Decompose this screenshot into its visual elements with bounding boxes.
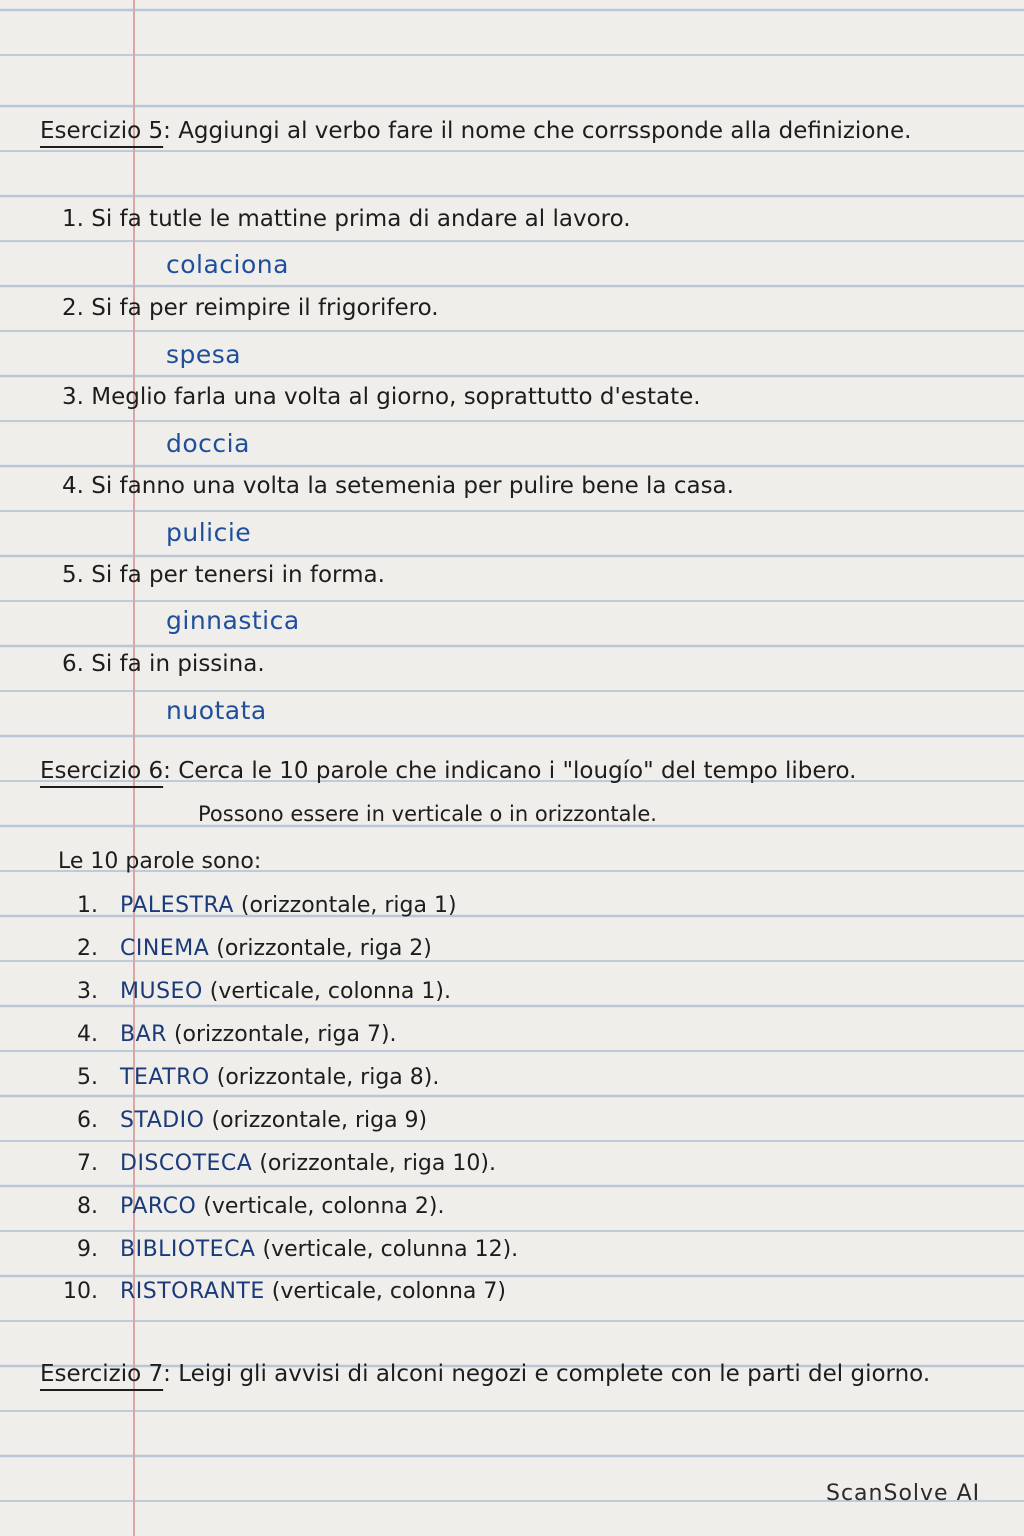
exercise-6-label: Esercizio 6 xyxy=(40,758,164,784)
answer-2: spesa xyxy=(166,340,242,369)
question-2: 2. Si fa per reimpire il frigorifero. xyxy=(62,295,439,321)
exercise-7-instruction: : Leigi gli avvisi di alconi negozi e complete con le parti del giorno. xyxy=(163,1361,931,1387)
exercise-7-label: Esercizio 7 xyxy=(40,1361,164,1387)
answer-4: pulicie xyxy=(166,518,252,547)
list-item: 4. BAR (orizzontale, riga 7). xyxy=(77,1022,397,1047)
list-item: 1. PALESTRA (orizzontale, riga 1) xyxy=(77,893,457,918)
question-6: 6. Si fa in pissina. xyxy=(62,651,265,677)
list-item: 8. PARCO (verticale, colonna 2). xyxy=(77,1194,445,1219)
question-5: 5. Si fa per tenersi in forma. xyxy=(62,562,385,588)
answer-3: doccia xyxy=(166,429,250,458)
answer-1: colaciona xyxy=(166,250,289,279)
list-item: 10. RISTORANTE (verticale, colonna 7) xyxy=(63,1279,506,1304)
list-item: 9. BIBLIOTECA (verticale, colunna 12). xyxy=(77,1237,519,1262)
list-item: 3. MUSEO (verticale, colonna 1). xyxy=(77,979,451,1004)
list-item: 5. TEATRO (orizzontale, riga 8). xyxy=(77,1065,440,1090)
question-3: 3. Meglio farla una volta al giorno, soprattutto d'estate. xyxy=(62,384,701,410)
answer-6: nuotata xyxy=(166,696,267,725)
question-1: 1. Si fa tutle le mattine prima di andare al lavoro. xyxy=(62,206,631,232)
signature: ScanSolve AI xyxy=(826,1481,981,1506)
exercise-5-label: Esercizio 5 xyxy=(40,118,164,144)
exercise-7-heading xyxy=(40,1361,930,1387)
question-4: 4. Si fanno una volta la setemenia per pulire bene la casa. xyxy=(62,473,734,499)
list-item: 2. CINEMA (orizzontale, riga 2) xyxy=(77,936,432,961)
exercise-5-heading xyxy=(40,118,911,144)
exercise-6-heading xyxy=(40,758,857,784)
list-item: 6. STADIO (orizzontale, riga 9) xyxy=(77,1108,428,1133)
exercise-6-instruction: : Cerca le 10 parole che indicano i "lougío" del tempo libero. xyxy=(163,758,857,784)
answer-5: ginnastica xyxy=(166,606,300,635)
exercise-5-instruction: : Aggiungi al verbo fare il nome che corrssponde alla definizione. xyxy=(163,118,912,144)
exercise-6-intro: Le 10 parole sono: xyxy=(58,849,262,874)
list-item: 7. DISCOTECA (orizzontale, riga 10). xyxy=(77,1151,496,1176)
exercise-6-subtext: Possono essere in verticale o in orizzontale. xyxy=(198,802,657,826)
